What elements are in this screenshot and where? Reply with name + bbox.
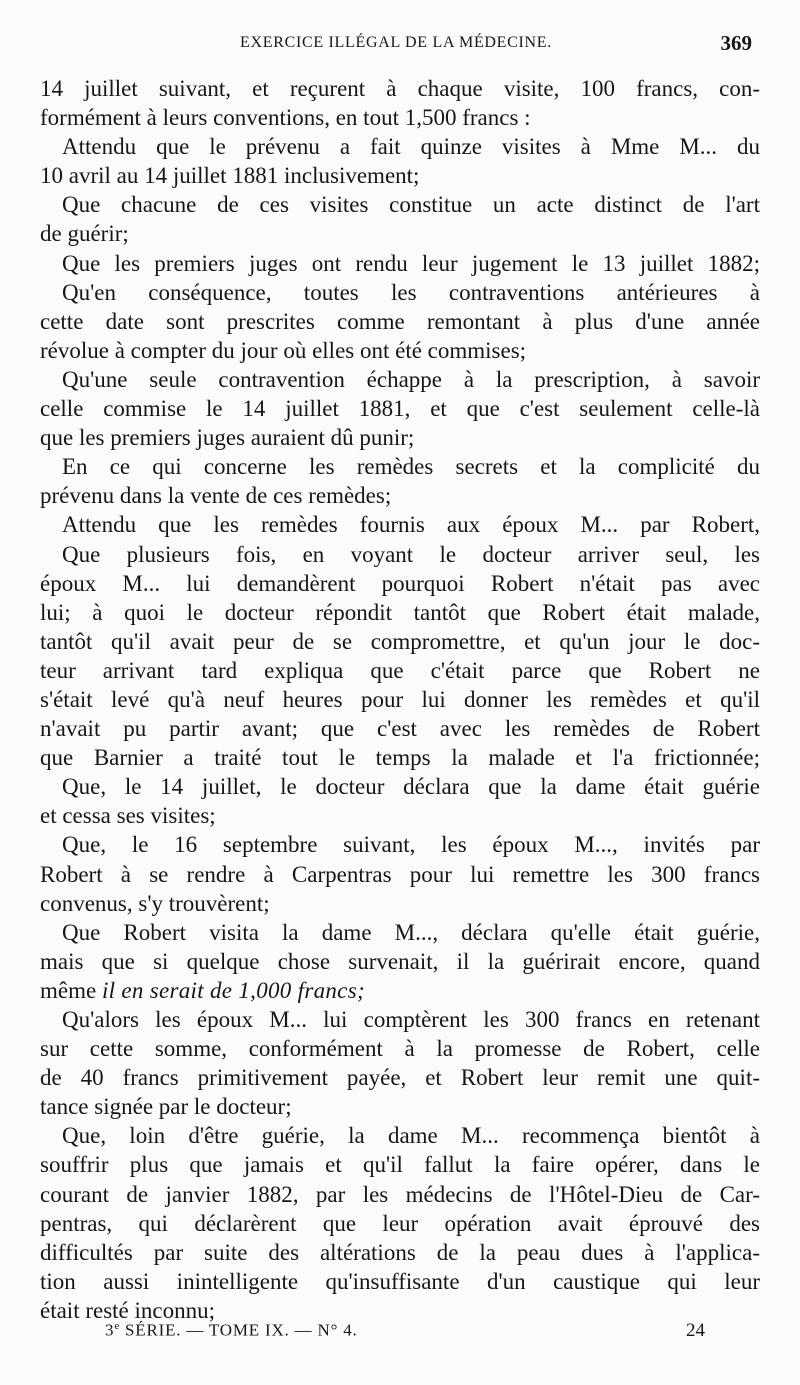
text-line: révolue à compter du jour où elles ont été commises; — [40, 337, 527, 363]
text-line: et cessa ses visites; — [40, 803, 216, 829]
text-line: Que plusieurs fois, en voyant le docteur arriver seul, les — [62, 541, 760, 567]
text-line: Que Robert visita la dame M..., déclara qu'elle était guérie, — [62, 919, 760, 945]
text-segment: même — [40, 977, 97, 1003]
text-line: lui; à quoi le docteur répondit tantôt que Robert était malade, — [40, 599, 760, 625]
text-line: Que chacune de ces visites constitue un acte distinct de l'art — [62, 192, 760, 218]
text-line: époux M... lui demandèrent pourquoi Robert n'était pas avec — [40, 570, 760, 596]
text-line: Que, le 14 juillet, le docteur déclara que la dame était guérie — [62, 774, 760, 800]
text-line: tantôt qu'il avait peur de se compromettre, et qu'un jour le doc- — [40, 628, 760, 654]
text-line: sur cette somme, conformément à la promesse de Robert, celle — [40, 1036, 760, 1062]
text-line: Qu'une seule contravention échappe à la prescription, à savoir — [62, 366, 760, 392]
text-line: que les premiers juges auraient dû punir; — [40, 425, 415, 451]
text-line: tion aussi inintelligente qu'insuffisante d'un caustique qui leur — [40, 1268, 760, 1294]
page-header — [40, 31, 752, 64]
text-line: celle commise le 14 juillet 1881, et que c'est seulement celle-là — [40, 396, 760, 422]
text-line: Qu'en conséquence, toutes les contraventions antérieures à — [62, 279, 760, 305]
series-text: SÉRIE. — TOME IX. — N° 4. — [120, 1320, 358, 1340]
series-number: 3 — [105, 1320, 115, 1340]
text-line: courant de janvier 1882, par les médecins de l'Hôtel-Dieu de Car- — [40, 1181, 760, 1207]
signature-mark: 24 — [686, 1320, 705, 1341]
running-title: EXERCICE ILLÉGAL DE LA MÉDECINE. — [240, 34, 552, 51]
italic-phrase: il en serait de 1,000 francs; — [101, 977, 365, 1003]
text-line: convenus, s'y trouvèrent; — [40, 890, 270, 916]
text-line: En ce qui concerne les remèdes secrets et la complicité du — [62, 454, 760, 480]
body-text — [40, 74, 760, 1325]
text-line: Qu'alors les époux M... lui comptèrent les 300 francs en retenant — [62, 1007, 760, 1032]
text-line: mais que si quelque chose survenait, il la guérirait encore, quand — [40, 948, 760, 974]
series-superscript: e — [114, 1320, 120, 1332]
text-line: difficultés par suite des altérations de la peau dues à l'applica- — [40, 1239, 760, 1265]
text-line: cette date sont prescrites comme remontant à plus d'une année — [40, 308, 760, 334]
text-line: n'avait pu partir avant; que c'est avec les remèdes de Robert — [40, 716, 760, 742]
text-line: tance signée par le docteur; — [40, 1094, 292, 1120]
text-line: Que, loin d'être guérie, la dame M... recommença bientôt à — [62, 1123, 760, 1149]
text-line: prévenu dans la vente de ces remèdes; — [40, 483, 392, 509]
text-line: de guérir; — [40, 221, 129, 247]
text-line: pentras, qui déclarèrent que leur opération avait éprouvé des — [40, 1210, 760, 1236]
text-line: que Barnier a traité tout le temps la malade et l'a frictionnée; — [40, 745, 760, 771]
page-number: 369 — [720, 31, 752, 55]
text-line: 14 juillet suivant, et reçurent à chaque visite, 100 francs, con- — [40, 76, 760, 101]
text-line: formément à leurs conventions, en tout 1,500 francs : — [40, 105, 531, 131]
series-note — [105, 1320, 358, 1341]
text-line — [40, 976, 760, 1005]
text-line: Que les premiers juges ont rendu leur jugement le 13 juillet 1882; — [62, 250, 760, 276]
text-line: souffrir plus que jamais et qu'il fallut la faire opérer, dans le — [40, 1152, 760, 1178]
text-line: teur arrivant tard expliqua que c'était parce que Robert ne — [40, 657, 760, 683]
text-line: Que, le 16 septembre suivant, les époux M..., invités par — [62, 832, 760, 858]
text-line: 10 avril au 14 juillet 1881 inclusivement; — [40, 163, 420, 189]
page-footer — [105, 1320, 705, 1350]
text-line: s'était levé qu'à neuf heures pour lui donner les remèdes et qu'il — [40, 686, 760, 712]
text-line: de 40 francs primitivement payée, et Robert leur remit une quit- — [40, 1065, 760, 1091]
text-line: était resté inconnu; — [40, 1297, 215, 1323]
text-line: Attendu que les remèdes fournis aux époux M... par Robert, — [62, 512, 760, 538]
text-line: Attendu que le prévenu a fait quinze visites à Mme M... du — [62, 134, 760, 160]
text-line: Robert à se rendre à Carpentras pour lui remettre les 300 francs — [40, 861, 760, 887]
